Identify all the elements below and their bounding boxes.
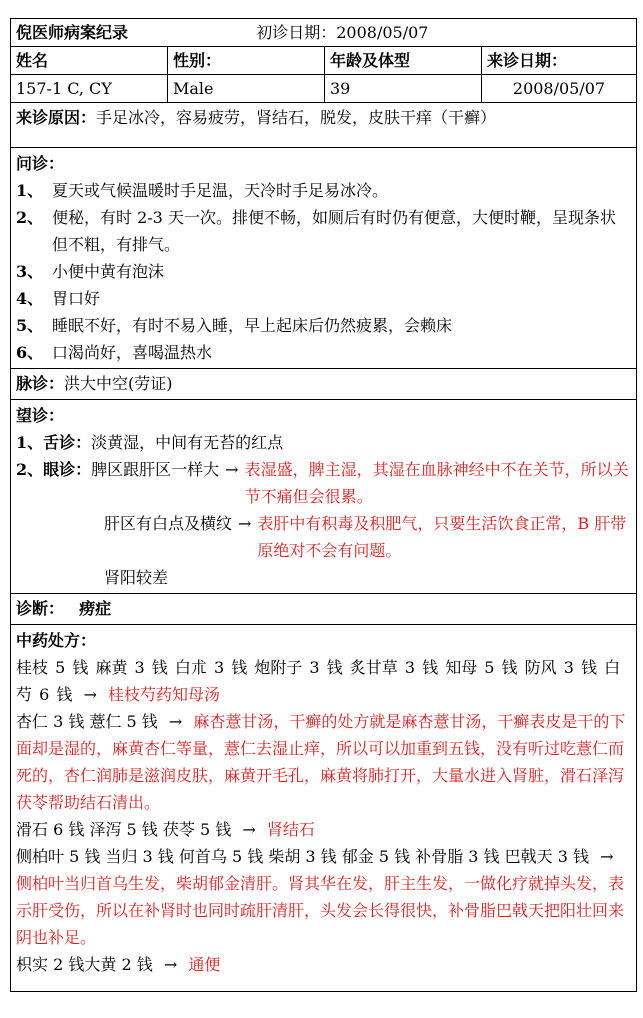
arrow-icon: → xyxy=(168,712,183,731)
note-4: 侧柏叶当归首乌生发，柴胡郁金清肝。肾其华在发，肝主生发，一做化疗就掉头发，表示肝受伤，所以在补肾时也同时疏肝清肝，头发会长得很快，补骨脂巴戟天把阳壮回来阴也补足。 xyxy=(16,874,625,947)
inquiry-item xyxy=(16,177,631,204)
inquiry-item-num: 5、 xyxy=(16,316,44,335)
eye-observation-1: 脾区跟肝区一样大 xyxy=(91,460,220,479)
reason-text: 手足冰冷，容易疲劳，肾结石，脱发，皮肤干痒（干癣） xyxy=(96,108,497,127)
patient-value-row xyxy=(11,75,637,103)
age-value: 39 xyxy=(325,75,482,103)
arrow-icon: → xyxy=(83,685,97,704)
herbs-2: 杏仁 3 钱 薏仁 5 钱 xyxy=(16,712,158,731)
prescription-row xyxy=(11,625,637,992)
eye-line-2 xyxy=(16,510,631,564)
eye-line-1 xyxy=(16,456,631,510)
herbs-5: 枳实 2 钱大黄 2 钱 xyxy=(16,955,153,974)
reason-label: 来诊原因： xyxy=(16,108,97,127)
inquiry-label: 问诊： xyxy=(16,154,65,173)
diagnosis-text: 痨症 xyxy=(79,599,112,618)
inquiry-item-text: 夏天或气候温暖时手足温，天冷时手足易冰冷。 xyxy=(52,181,389,200)
inquiry-item xyxy=(16,285,631,312)
inspection-label: 望诊： xyxy=(16,406,65,425)
prescription-group-3 xyxy=(16,816,631,843)
first-visit-date: 2008/05/07 xyxy=(336,23,429,42)
eye-label: 2、眼诊： xyxy=(16,460,92,479)
visit-date-header: 来诊日期： xyxy=(482,47,637,75)
tongue-text: 淡黄湿，中间有无苔的红点 xyxy=(91,433,284,452)
prescription-group-5 xyxy=(16,951,631,978)
inquiry-item-num: 2、 xyxy=(16,208,44,227)
inquiry-item-num: 1、 xyxy=(16,181,44,200)
tongue-label: 1、舌诊： xyxy=(16,433,92,452)
reason-row xyxy=(11,103,637,148)
arrow-icon: → xyxy=(225,460,239,479)
prescription-cell xyxy=(11,625,637,992)
inquiry-cell xyxy=(11,148,637,369)
inquiry-item-text: 胃口好 xyxy=(52,289,101,308)
reason-cell xyxy=(11,103,637,148)
arrow-icon: → xyxy=(238,514,252,533)
eye-observation-2: 肝区有白点及横纹 xyxy=(104,514,233,533)
arrow-icon: → xyxy=(163,955,178,974)
tongue-line xyxy=(16,429,631,456)
arrow-icon: → xyxy=(600,847,614,866)
inspection-cell xyxy=(11,400,637,594)
prescription-group-4 xyxy=(16,843,631,951)
prescription-label: 中药处方： xyxy=(16,631,97,650)
patient-header-row xyxy=(11,47,637,75)
inquiry-item xyxy=(16,312,631,339)
eye-note-1: 表湿盛，脾主湿，其湿在血脉神经中不在关节，所以关节不痛但会很累。 xyxy=(244,460,629,506)
gender-value: Male xyxy=(168,75,325,103)
title-cell xyxy=(11,19,637,47)
herbs-3: 滑石 6 钱 泽泻 5 钱 茯苓 5 钱 xyxy=(16,820,232,839)
diagnosis-cell xyxy=(11,594,637,625)
inspection-row xyxy=(11,400,637,594)
note-3: 肾结石 xyxy=(266,820,315,839)
case-record xyxy=(10,18,636,992)
inquiry-item-text: 口渴尚好，喜喝温热水 xyxy=(52,343,213,362)
name-header: 姓名 xyxy=(11,47,168,75)
inquiry-item xyxy=(16,339,631,366)
gender-header: 性别： xyxy=(168,47,325,75)
diagnosis-row xyxy=(11,594,637,625)
inquiry-item-text: 便秘，有时 2-3 天一次。排便不畅，如厕后有时仍有便意，大便时鞭，呈现条状但不粗，有排气。 xyxy=(52,208,616,254)
prescription-group-1 xyxy=(16,654,631,708)
pulse-row xyxy=(11,369,637,400)
age-header: 年龄及体型 xyxy=(325,47,482,75)
inquiry-item-num: 4、 xyxy=(16,289,44,308)
inquiry-item xyxy=(16,258,631,285)
prescription-group-2 xyxy=(16,708,631,816)
note-1: 桂枝芍药知母汤 xyxy=(107,685,220,704)
case-record-table xyxy=(10,18,637,992)
note-5: 通便 xyxy=(188,955,221,974)
eye-note-2: 表肝中有积毒及积肥气，只要生活饮食正常，B 肝带原绝对不会有问题。 xyxy=(257,514,627,560)
herbs-1: 桂枝 5 钱 麻黄 3 钱 白朮 3 钱 炮附子 3 钱 炙甘草 3 钱 知母 5 钱 防风 3 钱 白芍 6 钱 xyxy=(16,658,621,704)
inquiry-item-num: 6、 xyxy=(16,343,44,362)
pulse-cell xyxy=(11,369,637,400)
diagnosis-label: 诊断： xyxy=(16,599,65,618)
pulse-label: 脉诊： xyxy=(16,374,65,393)
inquiry-item-text: 小便中黄有泡沫 xyxy=(52,262,165,281)
name-value: 157-1 C, CY xyxy=(11,75,168,103)
inquiry-item-text: 睡眠不好，有时不易入睡，早上起床后仍然疲累，会赖床 xyxy=(52,316,453,335)
eye-observation-3: 肾阳较差 xyxy=(104,568,169,587)
first-visit-label: 初诊日期： xyxy=(256,23,337,42)
note-2: 麻杏薏甘汤，干癣的处方就是麻杏薏甘汤，干癣表皮是干的下面却是湿的，麻黄杏仁等量，薏仁去湿止痒，所以可以加重到五钱，没有听过吃薏仁而死的，杏仁润肺是滋润皮肤，麻黄开毛孔，麻黄将肺打开，大量水进入肾脏，滑石泽泻茯苓帮助结石清出。 xyxy=(16,712,626,812)
pulse-text: 洪大中空(劳证) xyxy=(64,374,173,393)
inquiry-row xyxy=(11,148,637,369)
inquiry-item xyxy=(16,204,631,258)
visit-date-value: 2008/05/07 xyxy=(482,75,637,103)
title-row xyxy=(11,19,637,47)
arrow-icon: → xyxy=(242,820,256,839)
record-title: 倪医师病案纪录 xyxy=(16,23,129,42)
inquiry-item-num: 3、 xyxy=(16,262,44,281)
herbs-4: 侧柏叶 5 钱 当归 3 钱 何首乌 5 钱 柴胡 3 钱 郁金 5 钱 补骨脂 3 钱 巴戟天 3 钱 xyxy=(16,847,589,866)
